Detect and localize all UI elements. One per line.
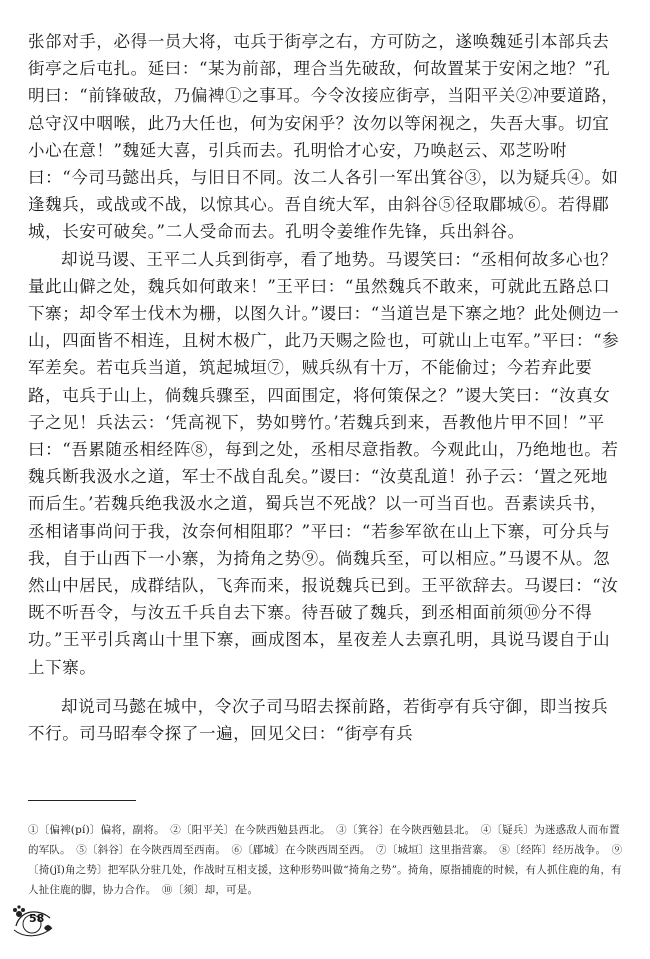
page-number: 58	[29, 912, 45, 925]
paragraph-2: 却说马谡、王平二人兵到街亭，看了地势。马谡笑曰：“丞相何故多心也？量此山僻之处，魏兵如何敢来！”王平曰：“虽然魏兵不敢来，可就此五路总口下寨；却令军士伐木为栅，以图久计。”谡曰：“当道岂是下寨之地？此处侧边一山，四面皆不相连，且树木极广，此乃天赐之险也，可就山上屯军。”平曰：“参军差矣。若屯兵当道，筑起城垣⑦，贼兵纵有十万，不能偷过；今若弃此要路，屯兵于山上，倘魏兵骤至，四面围定，将何策保之？”谡大笑曰：“汝真女子之见！兵法云：‘凭高视下，势如劈竹。’若魏兵到来，吾教他片甲不回！”平曰：“吾累随丞相经阵⑧，每到之处，丞相尽意指教。今观此山，乃绝地也。若魏兵断我汲水之道，军士不战自乱矣。”谡曰：“汝莫乱道！孙子云：‘置之死地而后生。’若魏兵绝我汲水之道，蜀兵岂不死战？以一可当百也。吾素读兵书，丞相诸事尚问于我，汝奈何相阻耶？”平曰：“若参军欲在山上下寨，可分兵与我，自于山西下一小寨，为掎角之势⑨。倘魏兵至，可以相应。”马谡不从。忽然山中居民，成群结队，飞奔而来，报说魏兵已到。王平欲辞去。马谡曰：“汝既不听吾令，与汝五千兵自去下寨。待吾破了魏兵，到丞相面前须⑩分不得功。”王平引兵离山十里下寨，画成图本，星夜差人去禀孔明，具说马谡自于山上下寨。	[28, 249, 620, 677]
footnotes	[28, 820, 624, 900]
main-text	[28, 28, 624, 747]
paragraph-1: 张郃对手，必得一员大将，屯兵于街亭之右，方可防之，遂唤魏延引本部兵去街亭之后屯扎。延曰：“某为前部，理合当先破敌，何故置某于安闲之地？”孔明曰：“前锋破敌，乃偏裨①之事耳。今令汝接应街亭，当阳平关②冲要道路，总守汉中咽喉，此乃大任也，何为安闲乎？汝勿以等闲视之，失吾大事。切宜小心在意！”魏延大喜，引兵而去。孔明恰才心安，乃唤赵云、邓芝吩咐曰：“今司马懿出兵，与旧日不同。汝二人各引一军出箕谷③，以为疑兵④。如逢魏兵，或战或不战，以惊其心。吾自统大军，由斜谷⑤径取郿城⑥。若得郿城，长安可破矣。”二人受命而去。孔明令姜维作先锋，兵出斜谷。	[28, 32, 619, 242]
paragraph-3: 却说司马懿在城中，令次子司马昭去探前路，若街亭有兵守御，即当按兵不行。司马昭奉令探了一遍，回见父曰：“街亭有兵	[28, 696, 609, 744]
footnote-divider	[28, 800, 136, 801]
page-number-ornament	[10, 904, 56, 940]
footnote-text: ①〔偏裨(pí)〕偏将，副将。 ②〔阳平关〕在今陕西勉县西北。 ③〔箕谷〕在今陕西勉县北。 ④〔疑兵〕为迷惑敌人而布置的军队。 ⑤〔斜谷〕在今陕西周至西南。 ⑥〔郿城〕在今陕西周至西。 ⑦〔城垣〕这里指营寨。 ⑧〔经阵〕经历战争。 ⑨〔掎(jǐ)角之势〕把军队分驻几处，作战时互相支援，这种形势叫做“掎角之势”。掎角，原指捕鹿的时候，有人抓住鹿的角，有人扯住鹿的脚，协力合作。 ⑩〔须〕却，可是。	[28, 824, 623, 896]
